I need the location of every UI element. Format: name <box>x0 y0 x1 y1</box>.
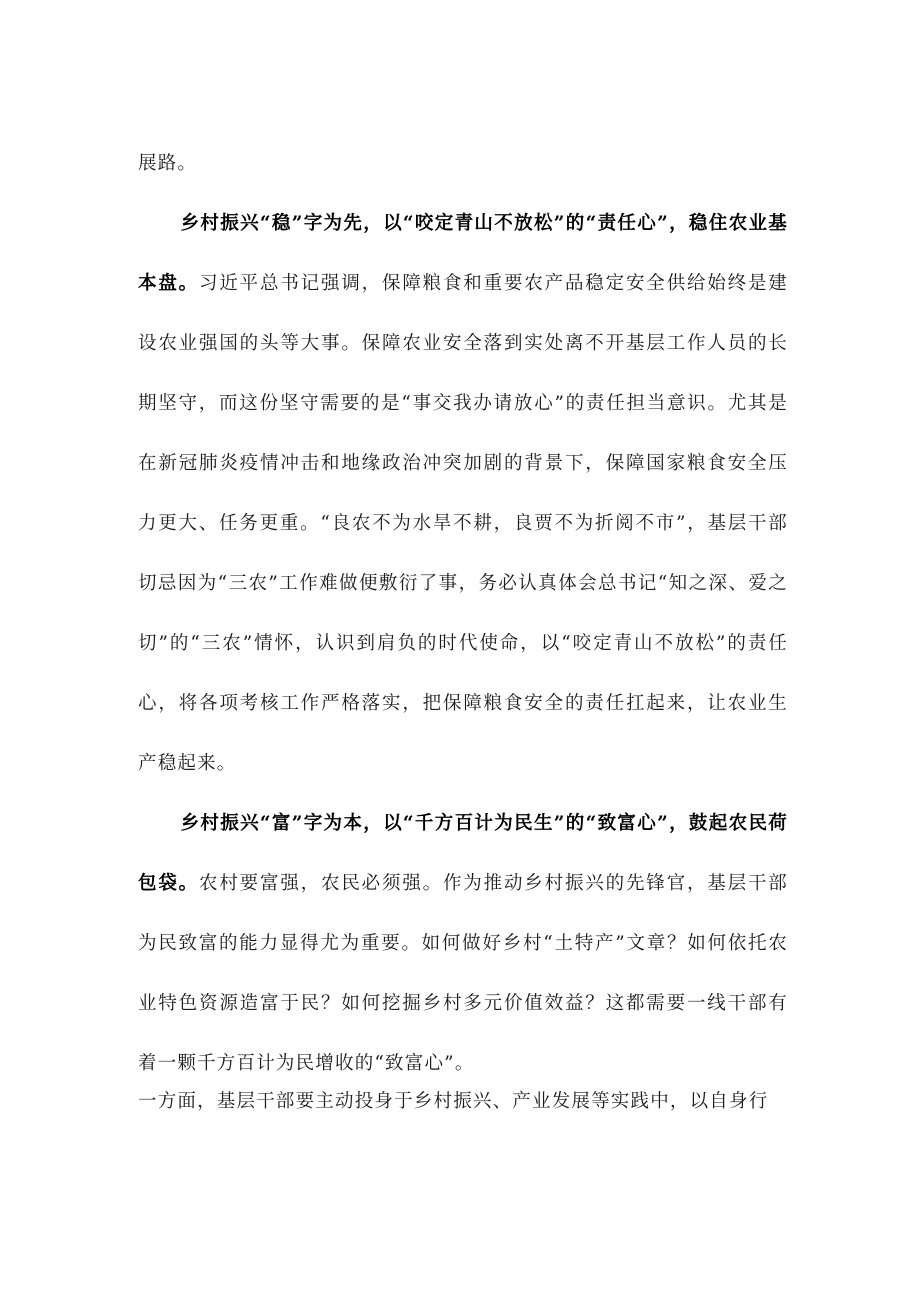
paragraph-text: 习近平总书记强调，保障粮食和重要农产品稳定安全供给始终是建设农业强国的头等大事。保障农业安全落到实处离不开基层工作人员的长期坚守，而这份坚守需要的是“事交我办请放心”的责任担当意识。尤其是在新冠肺炎疫情冲击和地缘政治冲突加剧的背景下，保障国家粮食安全压力更大、任务更重。“良农不为水旱不耕，良贾不为折阅不市”，基层干部切忌因为“三农”工作难做便敷衍了事，务必认真体会总书记“知之深、爱之切”的“三农”情怀，认识到肩负的时代使命，以“咬定青山不放松”的责任心，将各项考核工作严格落实，把保障粮食安全的责任扛起来，让农业生产稳起来。 <box>138 273 788 774</box>
document-body <box>138 134 788 1132</box>
paragraph-heading: 乡村振兴“富”字为本，以“千方百计为民生”的“致富心”，鼓起农民荷包袋。 <box>138 813 788 894</box>
paragraph-continuation <box>138 134 788 194</box>
paragraph-heading: 乡村振兴“稳”字为先，以“咬定青山不放松”的“责任心”，稳住农业基本盘。 <box>138 213 788 294</box>
paragraph-stability <box>138 194 788 794</box>
paragraph-prosperity <box>138 794 788 1094</box>
paragraph-on-one-hand <box>138 1072 788 1132</box>
paragraph-text: 农村要富强，农民必须强。作为推动乡村振兴的先锋官，基层干部为民致富的能力显得尤为重要。如何做好乡村“土特产”文章？如何依托农业特色资源造富于民？如何挖掘乡村多元价值效益？这都需要一线干部有着一颗千方百计为民增收的“致富心”。 <box>138 873 788 1074</box>
paragraph-text: 一方面，基层干部要主动投身于乡村振兴、产业发展等实践中，以自身行 <box>138 1091 769 1112</box>
paragraph-text: 展路。 <box>138 153 198 174</box>
